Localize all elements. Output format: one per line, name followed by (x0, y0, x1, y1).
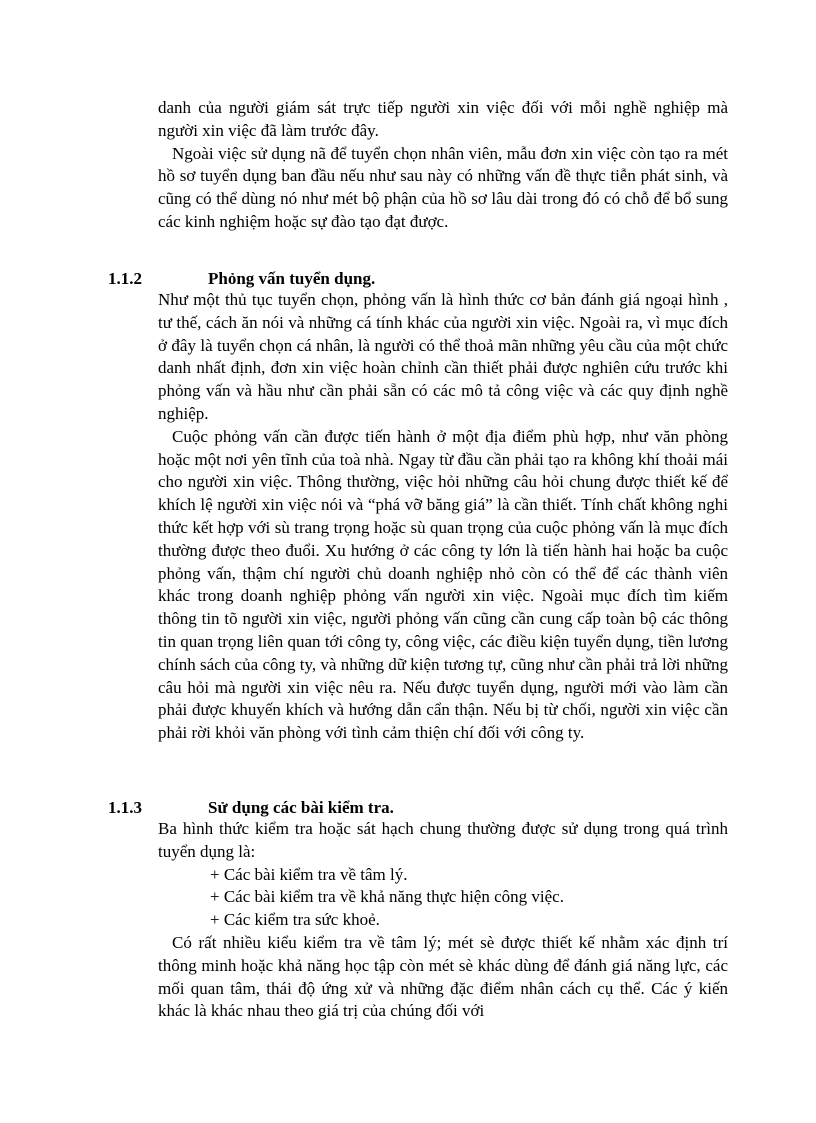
bullet-item: + Các kiểm tra sức khoẻ. (210, 910, 380, 930)
section-112-number: 1.1.2 (108, 269, 142, 288)
intro-paragraph-2: Ngoài việc sử dụng nã để tuyển chọn nhân viên, mẫu đơn xin việc còn tạo ra mét hồ sơ tuyển dụng ban đầu nếu như sau này có những vấn đề thực tiễn phát sinh, và cũng có thể dùng nó như mét bộ phận của hồ sơ lâu dài trong đó có chỗ để bổ sung các kinh nghiệm hoặc sự đào tạo đạt được. (158, 143, 728, 231)
section-113-number: 1.1.3 (108, 798, 142, 817)
bullet-item: + Các bài kiểm tra về tâm lý. (210, 864, 408, 884)
intro-paragraph-1: danh của người giám sát trực tiếp người xin việc đối với mỗi nghề nghiệp mà người xin việc đã làm trước đây. (158, 98, 728, 140)
section-112-paragraph-2: Cuộc phỏng vấn cần được tiến hành ở một địa điểm phù hợp, như văn phòng hoặc một nơi yên tĩnh của toà nhà. Ngay từ đầu cần phải tạo ra không khí thoải mái cho người xin việc. Thông thường, việc hỏi những câu hỏi chung được thiết kế để khích lệ người xin việc nói và “phá vỡ băng giá” là cần thiết. Tính chất không nghi thức kết hợp với sù trang trọng hoặc sù quan trọng của cuộc phỏng vấn là mục đích thường được theo đuổi. Xu hướng ở các công ty lớn là tiến hành hai hoặc ba cuộc phỏng vấn, thậm chí người chủ doanh nghiệp nhỏ còn có thể để các thành viên khác trong doanh nghiệp phỏng vấn người xin việc. Ngoài mục đích tìm kiếm thông tin tõ người xin việc, người phỏng vấn cũng cần cung cấp toàn bộ các thông tin quan trọng liên quan tới công ty, công việc, các điều kiện tuyển dụng, tiền lương chính sách của công ty, và những dữ kiện tương tự, cũng như cần phải trả lời những câu hỏi mà người xin việc nêu ra. Nếu được tuyển dụng, người mới vào làm cần phải được khuyến khích và hướng dẫn cẩn thận. Nếu bị từ chối, người xin việc cần phải rời khỏi văn phòng với tình cảm thiện chí đối với công ty. (158, 426, 728, 743)
intro-block (158, 97, 728, 234)
section-113-paragraph-2: Có rất nhiều kiểu kiểm tra về tâm lý; mét sè được thiết kế nhằm xác định trí thông minh hoặc khả năng học tập còn mét sè khác dùng để đánh giá năng lực, các mối quan tâm, thái độ ứng xử và những đặc điểm nhân cách cụ thể. Các ý kiến khác là khác nhau theo giá trị của chúng đối với (158, 932, 728, 1021)
section-112-title: Phỏng vấn tuyển dụng. (208, 269, 376, 288)
section-112-paragraph-1: Như một thủ tục tuyển chọn, phỏng vấn là hình thức cơ bản đánh giá ngoại hình , tư thế, cách ăn nói và những cá tính khác của người xin việc. Ngoài ra, vì mục đích ở đây là tuyển chọn cá nhân, là người có thể thoả mãn những yêu cầu của một chức danh nhất định, đơn xin việc hoàn chỉnh cần thiết phải được nghiên cứu trước khi phỏng vấn và hầu như cần phải sẵn có các mô tả công việc và các quy định nghề nghiệp. (158, 290, 728, 423)
section-113-paragraph-1: Ba hình thức kiểm tra hoặc sát hạch chung thường được sử dụng trong quá trình tuyển dụng là: (158, 819, 728, 861)
bullet-item: + Các bài kiểm tra về khả năng thực hiện công việc. (210, 887, 564, 907)
section-113-title: Sử dụng các bài kiểm tra. (208, 798, 394, 817)
section-113-body (158, 818, 728, 1023)
section-112-body (158, 289, 728, 745)
